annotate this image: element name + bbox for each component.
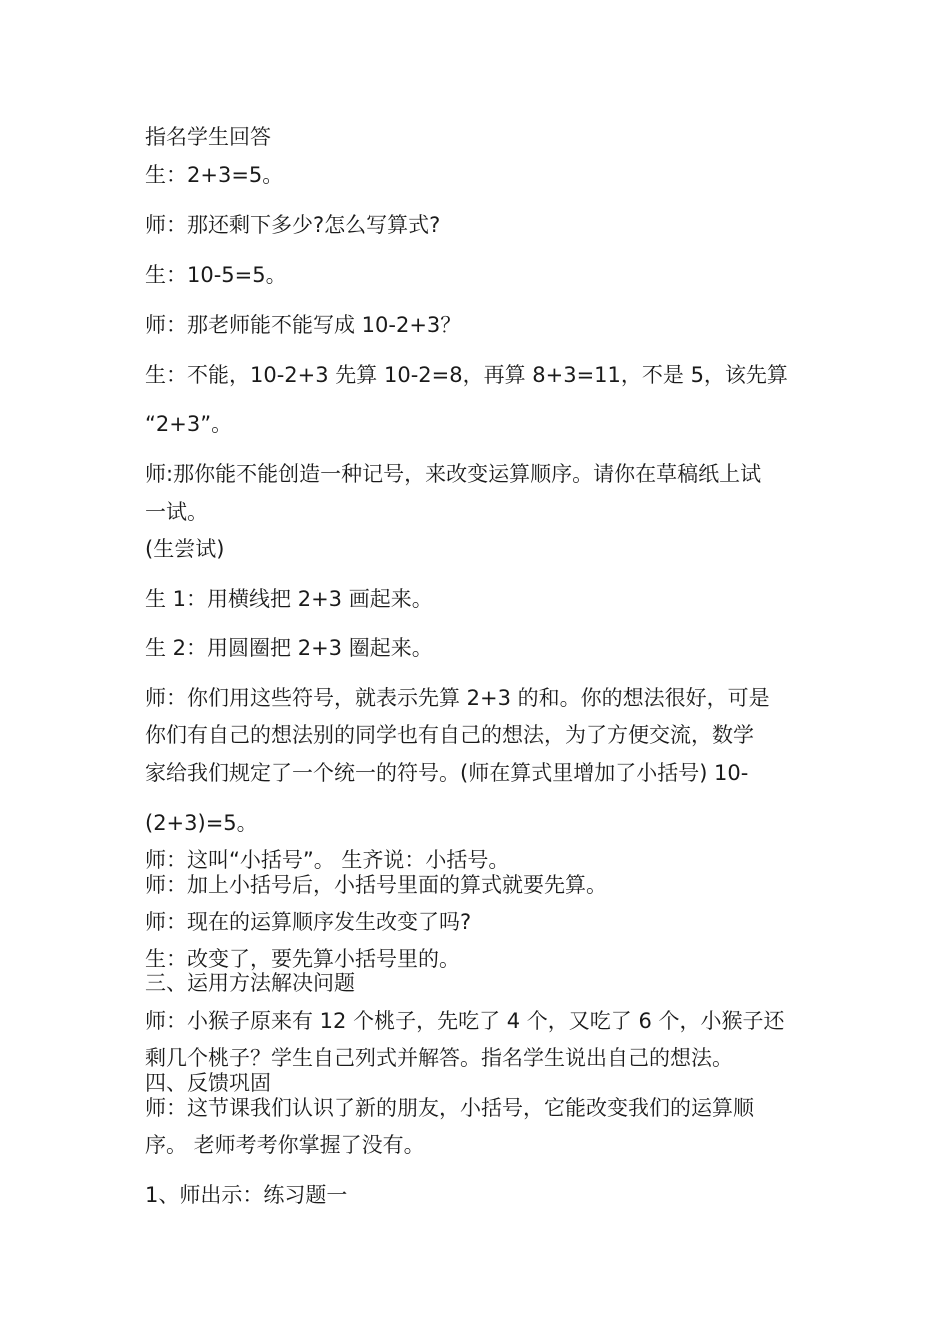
text-line: 生：10-5=5。 <box>145 263 287 287</box>
text-line: 师：现在的运算顺序发生改变了吗? <box>145 910 472 934</box>
text-line: 师:那你能不能创造一种记号，来改变运算顺序。请你在草稿纸上试 <box>145 462 762 486</box>
text-line: (生尝试) <box>145 537 225 561</box>
text-line: 师：这节课我们认识了新的朋友，小括号，它能改变我们的运算顺 <box>145 1096 754 1120</box>
text-line: 师：小猴子原来有 12 个桃子，先吃了 4 个，又吃了 6 个，小猴子还 <box>145 1009 785 1033</box>
text-line: 师：这叫“小括号”。 生齐说：小括号。 <box>145 848 510 872</box>
text-line: (2+3)=5。 <box>145 811 258 835</box>
text-line: 师：加上小括号后，小括号里面的算式就要先算。 <box>145 873 607 897</box>
section-heading: 三、运用方法解决问题 <box>145 971 355 995</box>
text-line: 指名学生回答 <box>145 125 271 149</box>
text-line: “2+3”。 <box>145 412 233 436</box>
text-line: 生 1：用横线把 2+3 画起来。 <box>145 587 433 611</box>
text-line: 1、师出示：练习题一 <box>145 1183 348 1207</box>
text-line: 序。 老师考考你掌握了没有。 <box>145 1133 425 1157</box>
text-line: 一试。 <box>145 500 208 524</box>
text-line: 家给我们规定了一个统一的符号。(师在算式里增加了小括号) 10- <box>145 761 749 785</box>
text-line: 生：不能，10-2+3 先算 10-2=8，再算 8+3=11，不是 5，该先算 <box>145 363 788 387</box>
text-line: 师：那老师能不能写成 10-2+3？ <box>145 313 462 337</box>
section-heading: 四、反馈巩固 <box>145 1071 271 1095</box>
text-line: 生 2：用圆圈把 2+3 圈起来。 <box>145 636 433 660</box>
text-line: 你们有自己的想法别的同学也有自己的想法，为了方便交流，数学 <box>145 723 754 747</box>
text-line: 师：那还剩下多少?怎么写算式? <box>145 213 441 237</box>
text-line: 剩几个桃子？学生自己列式并解答。指名学生说出自己的想法。 <box>145 1046 733 1070</box>
text-line: 生：改变了，要先算小括号里的。 <box>145 947 460 971</box>
text-line: 师：你们用这些符号，就表示先算 2+3 的和。你的想法很好，可是 <box>145 686 770 710</box>
text-line: 生：2+3=5。 <box>145 163 284 187</box>
